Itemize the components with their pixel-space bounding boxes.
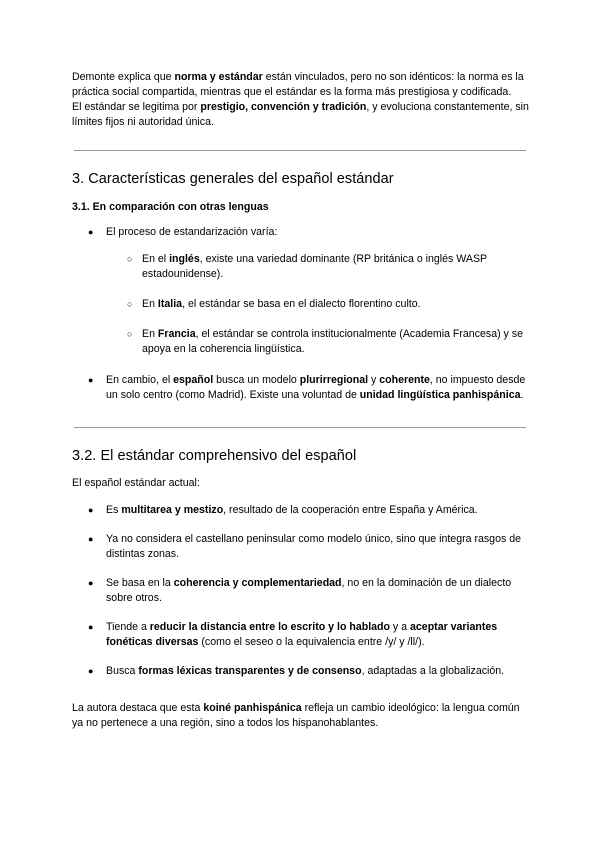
bold-text: reducir la distancia entre lo escrito y lo hablado [149, 621, 390, 633]
list-item [72, 620, 532, 650]
bullet-icon: ● [88, 578, 94, 588]
bullet-icon: ● [88, 666, 94, 676]
sublist-item-text: En Francia, el estándar se controla institucionalmente (Academia Francesa) y se apoya en la coherencia lingüística. [142, 328, 523, 355]
sublist-item-text: En el inglés, existe una variedad dominante (RP británica o inglés WASP estadounidense). [142, 253, 487, 280]
bold-text: aceptar variantes fonéticas diversas [106, 621, 498, 648]
list-item [72, 576, 532, 606]
sublist-item-france [72, 327, 532, 357]
comparison-list [72, 225, 532, 240]
spanish-model-list [72, 373, 532, 403]
list-item-text: El proceso de estandarización varía: [106, 226, 278, 238]
bold-text: español [173, 374, 214, 386]
subsection-3-2-lead: El español estándar actual: [72, 477, 200, 489]
bold-text: formas léxicas transparentes y de consenso [138, 665, 362, 677]
bullet-icon: ● [88, 375, 94, 385]
hollow-bullet-icon: ○ [127, 254, 133, 264]
list-item-text: Busca formas léxicas transparentes y de consenso, adaptadas a la globalización. [106, 665, 505, 677]
bullet-icon: ● [88, 534, 94, 544]
bold-text: Francia [157, 328, 196, 340]
bold-text: unidad lingüística panhispánica [359, 389, 521, 401]
list-item [72, 664, 532, 679]
language-sublist [72, 252, 532, 357]
bold-text: plurirregional [299, 374, 369, 386]
list-item-text: Se basa en la coherencia y complementariedad, no en la dominación de un dialecto sobre otros. [106, 577, 512, 604]
bold-text: prestigio, convención y tradición [200, 101, 367, 113]
sublist-item-text: En Italia, el estándar se basa en el dialecto florentino culto. [142, 298, 421, 310]
section-3-heading: 3. Características generales del español estándar [72, 171, 394, 187]
bold-text: Italia [157, 298, 183, 310]
intro-paragraph-1: Demonte explica que norma y estándar están vinculados, pero no son idénticos: la norma es la práctica social compartida, mientras que el estándar es la forma más prestigiosa y codificada. [72, 71, 524, 98]
list-item-text: Es multitarea y mestizo, resultado de la cooperación entre España y América. [106, 504, 478, 516]
list-item-text: Tiende a reducir la distancia entre lo escrito y lo hablado y a aceptar variantes fonéticas diversas (como el seseo o la equivalencia entre /y/ y /ll/). [106, 621, 498, 648]
bold-text: norma y estándar [174, 71, 263, 83]
bold-text: inglés [169, 253, 200, 265]
list-item-text: En cambio, el español busca un modelo plurirregional y coherente, no impuesto desde un solo centro (como Madrid). Existe una voluntad de unidad lingüística panhispánica. [106, 374, 526, 401]
intro-paragraph-2: El estándar se legitima por prestigio, convención y tradición, y evoluciona constantemente, sin límites fijos ni autoridad única. [72, 101, 529, 128]
bold-text: koiné panhispánica [203, 702, 302, 714]
list-item-text: Ya no considera el castellano peninsular como modelo único, sino que integra rasgos de distintas zonas. [106, 533, 521, 560]
bold-text: multitarea y mestizo [121, 504, 224, 516]
sublist-item-english [72, 252, 532, 282]
list-item-spanish [72, 373, 532, 403]
bullet-icon: ● [88, 622, 94, 632]
closing-paragraph: La autora destaca que esta koiné panhispánica refleja un cambio ideológico: la lengua común ya no pertenece a una región, sino a todos los hispanohablantes. [72, 702, 520, 729]
bullet-icon: ● [88, 505, 94, 515]
subsection-3-2-heading: 3.2. El estándar comprehensivo del español [72, 448, 357, 464]
bullet-icon: ● [88, 227, 94, 237]
list-item [72, 225, 532, 240]
standard-features-list [72, 503, 532, 679]
bold-text: coherente [379, 374, 430, 386]
hollow-bullet-icon: ○ [127, 329, 133, 339]
list-item [72, 532, 532, 562]
bold-text: coherencia y complementariedad [173, 577, 342, 589]
subsection-3-1-heading: 3.1. En comparación con otras lenguas [72, 201, 269, 213]
hollow-bullet-icon: ○ [127, 299, 133, 309]
document-page [72, 70, 532, 731]
sublist-item-italy [72, 297, 532, 312]
list-item [72, 503, 532, 518]
